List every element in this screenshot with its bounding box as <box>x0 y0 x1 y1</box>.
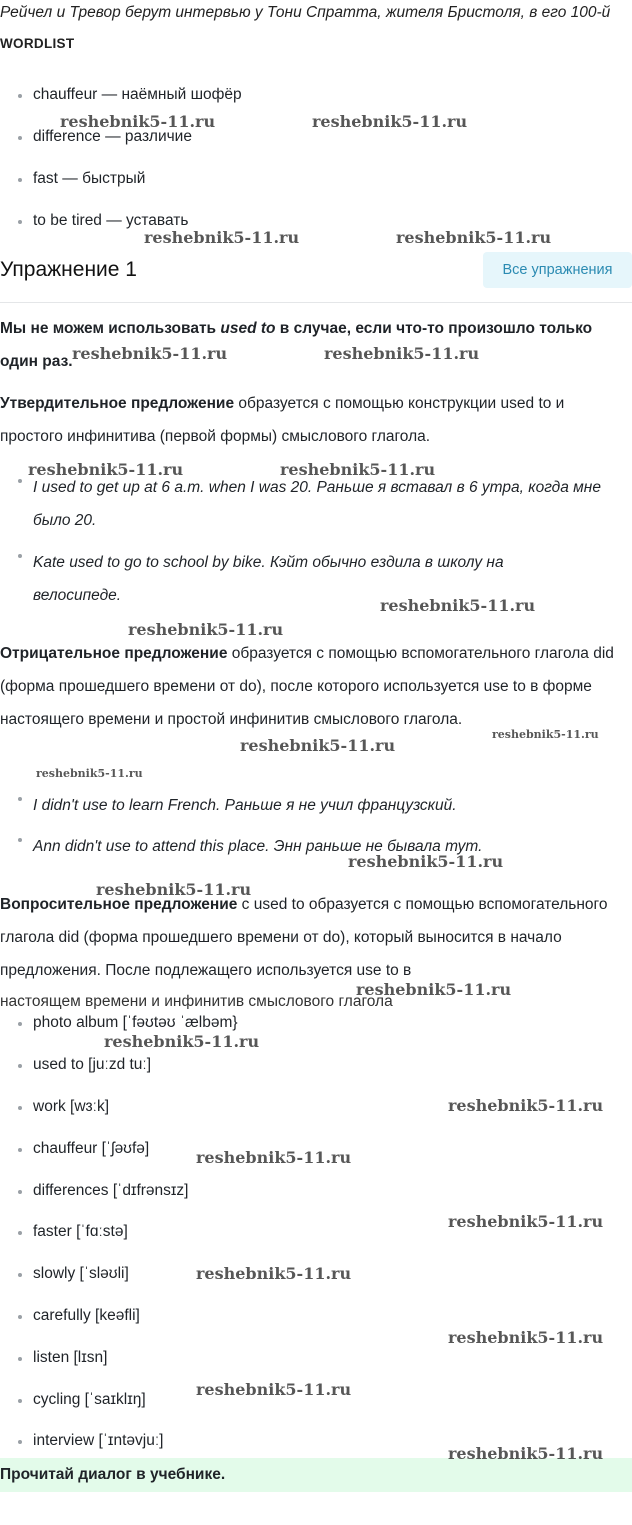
list-item: I used to get up at 6 a.m. when I was 20. Раньше я вставал в 6 утра, когда мне было 20. <box>33 471 623 537</box>
watermark: reshebnik5-11.ru <box>312 112 468 131</box>
list-item: used to [juːzd tuː] <box>33 1056 152 1073</box>
list-item: work [wɜːk] <box>33 1098 110 1115</box>
negative-text: образуется с помощью вспомогательного глагола did (форма прошедшего времени от do), после которого используется use to в форме настоящего времени и простой инфинитив смыслового глагола. <box>0 645 614 728</box>
watermark: reshebnik5-11.ru <box>448 1444 604 1463</box>
watermark: reshebnik5-11.ru <box>196 1380 352 1399</box>
watermark: reshebnik5-11.ru <box>380 596 536 615</box>
list-item: chauffeur — наёмный шофёр <box>33 86 242 103</box>
list-item: slowly [ˈsləʊli] <box>33 1265 129 1282</box>
watermark: reshebnik5-11.ru <box>28 460 184 479</box>
list-item: faster [ˈfɑːstə] <box>33 1223 128 1240</box>
watermark: reshebnik5-11.ru <box>144 228 300 247</box>
rule-text-bold: в случае, если что-то произошло только один раз. <box>0 320 593 370</box>
watermark: reshebnik5-11.ru <box>128 620 284 639</box>
affirmative-text: образуется с помощью конструкции used to и простого инфинитива (первой формы) смыслового глагола. <box>0 395 565 445</box>
negative-label: Отрицательное предложение <box>0 645 228 662</box>
rule-text-bold: Мы не можем использовать <box>0 320 221 337</box>
watermark: reshebnik5-11.ru <box>448 1096 604 1115</box>
watermark: reshebnik5-11.ru <box>396 228 552 247</box>
truncated-text: настоящем времени и инфинитив смыслового глагола <box>0 993 393 1009</box>
watermark: reshebnik5-11.ru <box>60 112 216 131</box>
question-label: Вопросительное предложение <box>0 896 238 913</box>
watermark: reshebnik5-11.ru <box>448 1212 604 1231</box>
watermark: reshebnik5-11.ru <box>104 1032 260 1051</box>
all-exercises-button[interactable]: Все упражнения <box>483 252 632 288</box>
watermark: reshebnik5-11.ru <box>72 344 228 363</box>
watermark: reshebnik5-11.ru <box>36 767 143 780</box>
negative-paragraph <box>0 637 630 736</box>
list-item: carefully [keəfli] <box>33 1307 140 1324</box>
list-item: cycling [ˈsaɪklɪŋ] <box>33 1391 146 1408</box>
instruction-banner: Прочитай диалог в учебнике. <box>0 1458 632 1492</box>
watermark: reshebnik5-11.ru <box>196 1264 352 1283</box>
watermark: reshebnik5-11.ru <box>356 980 512 999</box>
divider <box>0 302 632 303</box>
truncated-line <box>0 993 632 1009</box>
list-item: photo album [ˈfəʊtəʊ ˈælbəm} <box>33 1014 238 1031</box>
list-item: fast — быстрый <box>33 170 146 187</box>
list-item: differences [ˈdɪfrənsɪz] <box>33 1182 189 1199</box>
watermark: reshebnik5-11.ru <box>348 852 504 871</box>
watermark: reshebnik5-11.ru <box>324 344 480 363</box>
list-item: listen [lɪsn] <box>33 1349 108 1366</box>
watermark: reshebnik5-11.ru <box>196 1148 352 1167</box>
question-paragraph <box>0 888 630 987</box>
rule-text-italic: used to <box>220 320 276 337</box>
list-item: chauffeur [ˈʃəʊfə] <box>33 1140 150 1157</box>
question-text: с used to образуется с помощью вспомогательного глагола did (форма прошедшего времени от do), который выносится в начало предложения. После подлежащего используется use to в <box>0 896 608 979</box>
watermark: reshebnik5-11.ru <box>96 880 252 899</box>
watermark: reshebnik5-11.ru <box>492 728 599 741</box>
list-item: difference — различие <box>33 128 192 145</box>
watermark: reshebnik5-11.ru <box>280 460 436 479</box>
list-item: I didn't use to learn French. Раньше я не учил французский. <box>33 789 457 822</box>
watermark: reshebnik5-11.ru <box>448 1328 604 1347</box>
wordlist-title: WORDLIST <box>0 36 75 51</box>
exercise-title: Упражнение 1 <box>0 258 137 281</box>
list-item: to be tired — уставать <box>33 212 189 229</box>
page-heading: Рейчел и Тревор берут интервью у Тони Спратта, жителя Бристоля, в его 100-й <box>0 4 611 21</box>
list-item: interview [ˈɪntəvjuː] <box>33 1432 164 1449</box>
affirmative-paragraph <box>0 387 630 453</box>
list-item: Kate used to go to school by bike. Кэйт обычно ездила в школу на велосипеде. <box>33 546 593 612</box>
affirmative-label: Утвердительное предложение <box>0 395 235 412</box>
watermark: reshebnik5-11.ru <box>240 736 396 755</box>
list-item: Ann didn't use to attend this place. Энн раньше не бывала тут. <box>33 830 482 863</box>
